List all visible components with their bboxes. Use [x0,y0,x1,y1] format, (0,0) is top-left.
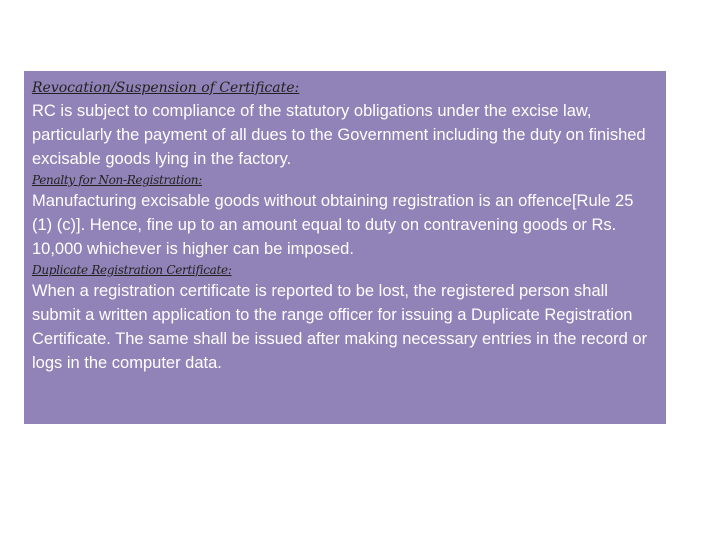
section-duplicate [32,261,658,375]
section-body: Manufacturing excisable goods without obtaining registration is an offence[Rule 25 (1) (c)]. Hence, fine up to an amount equal to duty on contravening goods or Rs. 10,000 whichever is higher can be imposed. [32,192,634,258]
content-box [24,71,666,424]
section-heading: Duplicate Registration Certificate: [32,263,232,277]
section-body: RC is subject to compliance of the statutory obligations under the excise law, particularly the payment of all dues to the Government including the duty on finished excisable goods lying in the factory. [32,102,646,168]
section-heading: Penalty for Non-Registration: [32,173,202,187]
section-body: When a registration certificate is reported to be lost, the registered person shall submit a written application to the range officer for issuing a Duplicate Registration Certificate. The same shall be issued after making necessary entries in the record or logs in the computer data. [32,282,648,372]
section-heading: Revocation/Suspension of Certificate: [32,80,300,96]
section-penalty [32,171,658,261]
section-revocation [32,77,658,171]
